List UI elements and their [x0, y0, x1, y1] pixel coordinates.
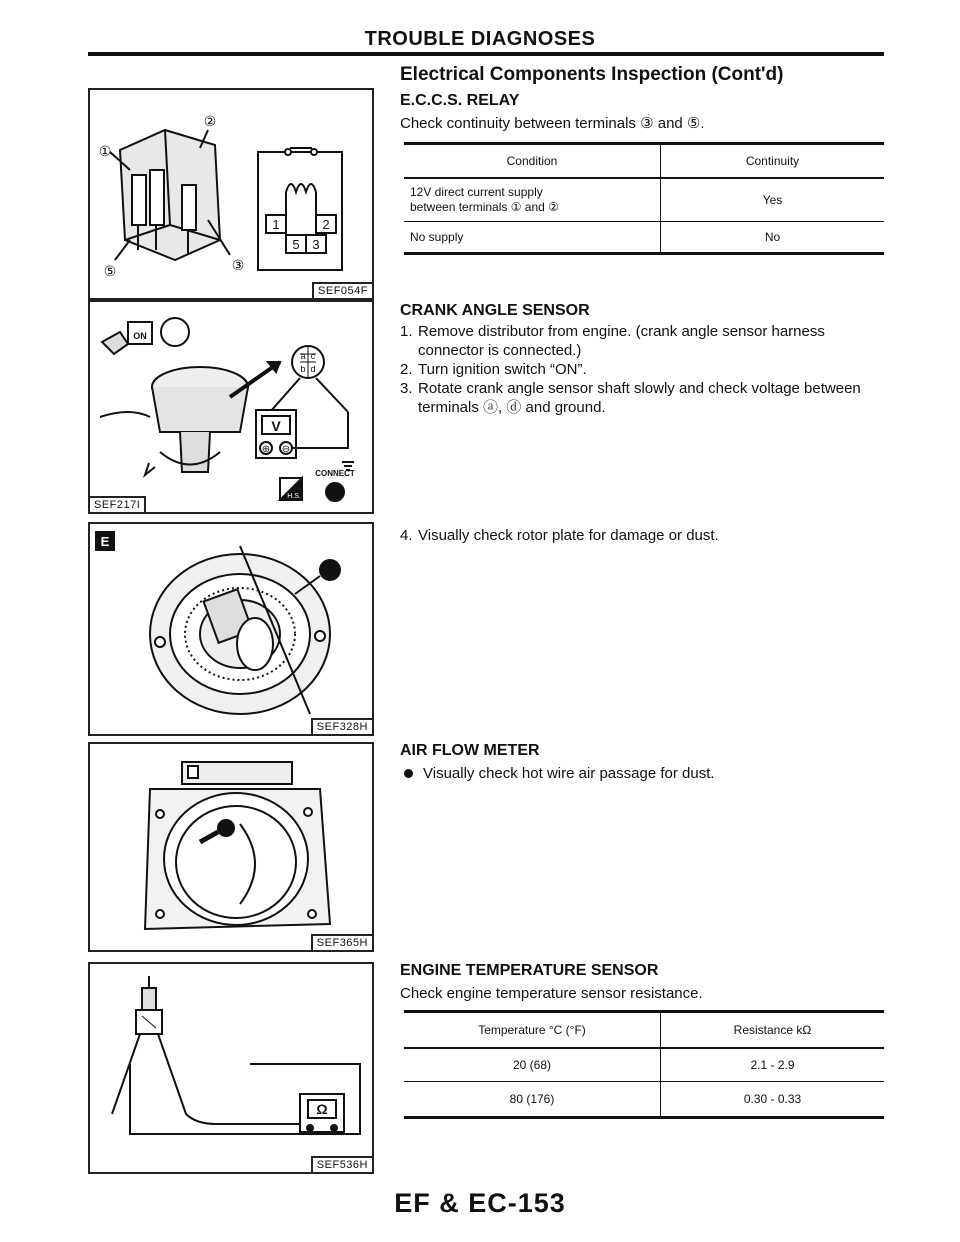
- ohm-meter-label: Ω: [316, 1101, 328, 1117]
- engine-temp-sensor-instruction: Check engine temperature sensor resistance.: [400, 985, 703, 1002]
- step-text: Rotate crank angle sensor shaft slowly and check voltage between terminals ⓐ, ⓓ and ground.: [418, 380, 861, 416]
- temperature-cell: 80 (176): [509, 1092, 555, 1106]
- step-text: Visually check rotor plate for damage or dust.: [418, 527, 719, 544]
- continuity-cell: No: [661, 222, 885, 254]
- table-row: [404, 1082, 884, 1118]
- table-row: [404, 1048, 884, 1082]
- figure-eccs-relay: [88, 88, 374, 300]
- step-text: Turn ignition switch “ON”.: [418, 361, 587, 378]
- callout-2: ②: [203, 113, 217, 129]
- figure-crank-angle-voltage: [88, 300, 374, 514]
- hs-label: H.S.: [287, 493, 301, 500]
- crank-angle-sensor-title: CRANK ANGLE SENSOR: [400, 302, 590, 319]
- page-number: EF & EC-153: [394, 1188, 566, 1218]
- column-header-temperature: Temperature °C (°F): [478, 1022, 586, 1037]
- step-item: [400, 360, 884, 379]
- pin-c: c: [310, 351, 316, 361]
- table-row: [404, 178, 884, 222]
- callout-1: ①: [98, 143, 112, 159]
- step-number: 3.: [400, 380, 413, 397]
- column-header-continuity: Continuity: [661, 144, 885, 178]
- engine-temp-sensor-title: ENGINE TEMPERATURE SENSOR: [400, 962, 659, 979]
- condition-line: between terminals ① and ②: [410, 199, 559, 214]
- bullet-text: Visually check hot wire air passage for dust.: [423, 765, 715, 782]
- header-rule: [88, 52, 884, 56]
- step-number: 4.: [400, 527, 413, 544]
- pin-a: a: [300, 351, 306, 361]
- bullet-icon: [404, 769, 413, 778]
- table-header-row: [404, 144, 884, 178]
- callout-3: ③: [231, 257, 245, 273]
- step-item: [400, 526, 884, 545]
- plus-terminal: ⊕: [261, 444, 271, 455]
- eccs-relay-table: [404, 142, 884, 255]
- step-number: 2.: [400, 361, 413, 378]
- figure-badge: E: [100, 534, 110, 549]
- air-flow-meter-bullet: [400, 764, 715, 783]
- terminal-5: 5: [292, 237, 300, 252]
- crank-sensor-illustration: [90, 302, 372, 512]
- step-text: Remove distributor from engine. (crank angle sensor harness connector is connected.): [418, 323, 825, 359]
- figure-temperature-sensor: [88, 962, 374, 1174]
- air-flow-meter-illustration: [90, 744, 372, 950]
- condition-cell: [404, 178, 661, 222]
- figure-code: SEF217I: [90, 496, 146, 512]
- temperature-sensor-illustration: [90, 964, 372, 1172]
- pin-d: d: [310, 364, 316, 374]
- pin-b: b: [300, 364, 306, 374]
- eccs-relay-instruction: Check continuity between terminals ③ and ⑤.: [400, 115, 705, 132]
- rotor-plate-illustration: [90, 524, 372, 734]
- resistance-cell: 0.30 - 0.33: [661, 1082, 885, 1118]
- engine-temp-table: [404, 1010, 884, 1119]
- step-number: 1.: [400, 323, 413, 340]
- callout-5: ⑤: [103, 263, 117, 279]
- figure-code: SEF054F: [312, 282, 372, 298]
- resistance-cell: 2.1 - 2.9: [661, 1048, 885, 1082]
- column-header-resistance: Resistance kΩ: [661, 1012, 885, 1048]
- column-header-condition: Condition: [506, 153, 558, 168]
- relay-illustration: [90, 90, 372, 298]
- step-item: [400, 379, 884, 417]
- figure-code: SEF328H: [311, 718, 372, 734]
- condition-line: 12V direct current supply: [410, 184, 543, 199]
- step-item: [400, 322, 884, 360]
- crank-angle-steps: [400, 322, 884, 417]
- figure-rotor-plate: [88, 522, 374, 736]
- page-header: TROUBLE DIAGNOSES: [364, 28, 596, 50]
- air-flow-meter-title: AIR FLOW METER: [400, 742, 540, 759]
- table-row: [404, 222, 884, 254]
- condition-cell: No supply: [410, 230, 464, 244]
- terminal-2: 2: [322, 217, 330, 232]
- table-header-row: [404, 1012, 884, 1048]
- minus-terminal: ⊖: [281, 444, 291, 455]
- terminal-1: 1: [272, 217, 280, 232]
- temperature-cell: 20 (68): [512, 1057, 552, 1072]
- main-title: Electrical Components Inspection (Cont'd): [400, 64, 784, 85]
- volt-meter-label: V: [271, 418, 281, 434]
- figure-air-flow-meter: [88, 742, 374, 952]
- figure-code: SEF536H: [311, 1156, 372, 1172]
- connect-label: CONNECT: [315, 469, 355, 478]
- terminal-3: 3: [312, 237, 320, 252]
- continuity-cell: Yes: [661, 178, 885, 222]
- figure-code: SEF365H: [311, 934, 372, 950]
- on-label: ON: [133, 331, 147, 341]
- eccs-relay-title: E.C.C.S. RELAY: [400, 92, 520, 109]
